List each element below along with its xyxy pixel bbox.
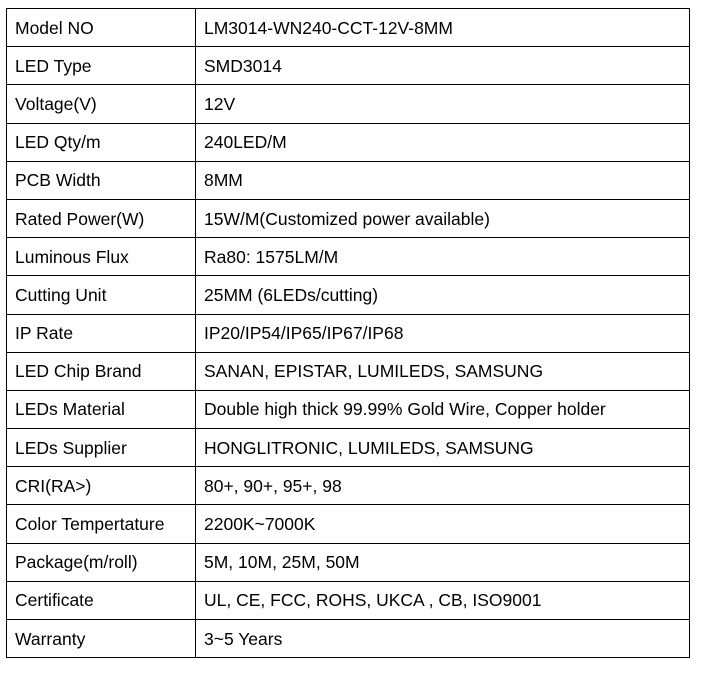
table-row [7, 467, 690, 505]
spec-value: UL, CE, FCC, ROHS, UKCA , CB, ISO9001 [196, 581, 690, 619]
spec-label: Package(m/roll) [7, 543, 196, 581]
spec-label: IP Rate [7, 314, 196, 352]
table-row [7, 199, 690, 237]
table-row [7, 505, 690, 543]
table-row [7, 543, 690, 581]
spec-label: Luminous Flux [7, 238, 196, 276]
table-row [7, 352, 690, 390]
spec-label: Rated Power(W) [7, 199, 196, 237]
spec-value: 15W/M(Customized power available) [196, 199, 690, 237]
spec-value: 5M, 10M, 25M, 50M [196, 543, 690, 581]
table-row [7, 390, 690, 428]
table-row [7, 238, 690, 276]
spec-label: Color Tempertature [7, 505, 196, 543]
table-row [7, 429, 690, 467]
spec-value: 240LED/M [196, 123, 690, 161]
spec-label: CRI(RA>) [7, 467, 196, 505]
spec-label: Voltage(V) [7, 85, 196, 123]
spec-value: 2200K~7000K [196, 505, 690, 543]
spec-value: 25MM (6LEDs/cutting) [196, 276, 690, 314]
table-row [7, 581, 690, 619]
table-row [7, 161, 690, 199]
table-row [7, 9, 690, 47]
spec-label: LEDs Supplier [7, 429, 196, 467]
table-row [7, 620, 690, 658]
spec-value: 12V [196, 85, 690, 123]
spec-label: LEDs Material [7, 390, 196, 428]
spec-label: LED Qty/m [7, 123, 196, 161]
table-row [7, 314, 690, 352]
spec-label: LED Type [7, 47, 196, 85]
spec-value: Double high thick 99.99% Gold Wire, Copper holder [196, 390, 690, 428]
table-row [7, 85, 690, 123]
spec-table-body [7, 9, 690, 658]
table-row [7, 47, 690, 85]
spec-value: IP20/IP54/IP65/IP67/IP68 [196, 314, 690, 352]
spec-label: PCB Width [7, 161, 196, 199]
spec-value: 80+, 90+, 95+, 98 [196, 467, 690, 505]
spec-label: Cutting Unit [7, 276, 196, 314]
spec-label: LED Chip Brand [7, 352, 196, 390]
table-row [7, 276, 690, 314]
spec-value: 8MM [196, 161, 690, 199]
spec-value: SANAN, EPISTAR, LUMILEDS, SAMSUNG [196, 352, 690, 390]
spec-value: Ra80: 1575LM/M [196, 238, 690, 276]
spec-value: SMD3014 [196, 47, 690, 85]
table-row [7, 123, 690, 161]
spec-value: LM3014-WN240-CCT-12V-8MM [196, 9, 690, 47]
spec-table [6, 8, 690, 658]
spec-value: 3~5 Years [196, 620, 690, 658]
spec-label: Warranty [7, 620, 196, 658]
spec-label: Certificate [7, 581, 196, 619]
spec-value: HONGLITRONIC, LUMILEDS, SAMSUNG [196, 429, 690, 467]
spec-label: Model NO [7, 9, 196, 47]
